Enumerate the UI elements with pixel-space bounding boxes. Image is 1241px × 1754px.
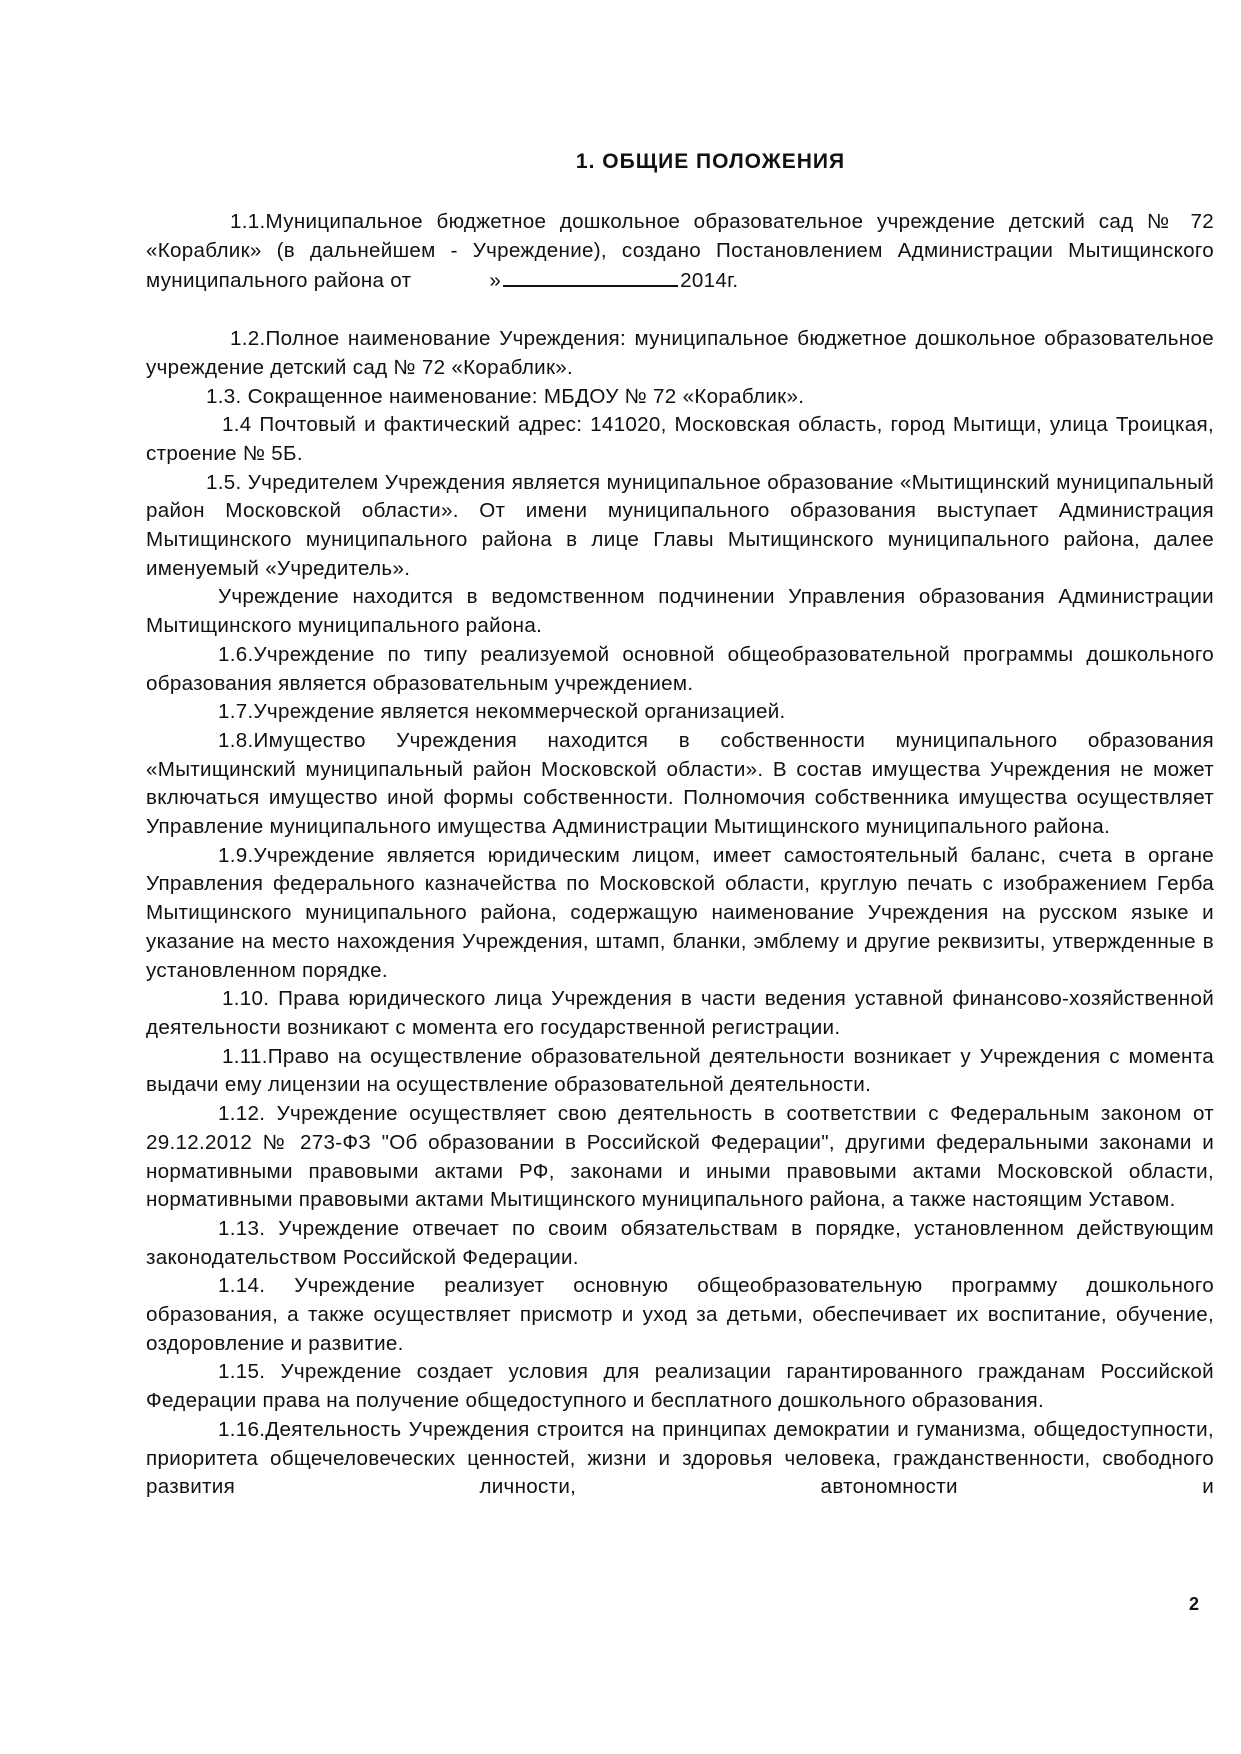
document-body	[146, 208, 1214, 1502]
paragraph-1-13: 1.13. Учреждение отвечает по своим обязательствам в порядке, установленном действующим законодательством Российской Федерации.	[146, 1216, 1214, 1269]
paragraph-1-7: 1.7.Учреждение является некоммерческой организацией.	[218, 700, 786, 724]
paragraph-1-8: 1.8.Имущество Учреждения находится в собственности муниципального образования «Мытищинский муниципальный район Московской области». В состав имущества Учреждения не может включаться имущество иной формы собственности. Полномочия собственника имущества осуществляет Управление муниципального имущества Администрации Мытищинского муниципального района.	[146, 728, 1214, 839]
paragraph-1-3: 1.3. Сокращенное наименование: МБДОУ № 72 «Кораблик».	[206, 384, 805, 408]
paragraph-1-1-quote: »	[489, 269, 502, 293]
paragraph-1-10: 1.10. Права юридического лица Учреждения в части ведения уставной финансово-хозяйственной деятельности возникают с момента его государственной регистрации.	[146, 987, 1214, 1039]
paragraph-1-5-b: Учреждение находится в ведомственном подчинении Управления образования Администрации Мытищинского муниципального района.	[146, 585, 1214, 638]
paragraph-1-1-year: 2014г.	[680, 269, 739, 293]
paragraph-1-11: 1.11.Право на осуществление образовательной деятельности возникает у Учреждения с момента выдачи ему лицензии на осуществление образовательной деятельности.	[146, 1044, 1214, 1097]
paragraph-1-6: 1.6.Учреждение по типу реализуемой основной общеобразовательной программы дошкольного образования является образовательным учреждением.	[146, 642, 1214, 695]
paragraph-1-16: 1.16.Деятельность Учреждения строится на принципах демократии и гуманизма, общедоступности, приоритета общечеловеческих ценностей, жизни и здоровья человека, гражданственности, свободного развития личности, автономности и	[146, 1417, 1214, 1499]
paragraph-1-2: 1.2.Полное наименование Учреждения: муниципальное бюджетное дошкольное образовательное учреждение детский сад № 72 «Кораблик».	[146, 327, 1214, 379]
date-blank-line	[503, 265, 678, 287]
paragraph-1-1	[146, 208, 1214, 296]
paragraph-1-5: 1.5. Учредителем Учреждения является муниципальное образование «Мытищинский муниципальный район Московской области». От имени муниципального образования выступает Администрация Мытищинского муниципального района в лице Главы Мытищинского муниципального района, далее именуемый «Учредитель».	[146, 470, 1214, 580]
section-heading: 1. ОБЩИЕ ПОЛОЖЕНИЯ	[575, 150, 846, 173]
page-number: 2	[1188, 1594, 1199, 1614]
paragraph-1-14: 1.14. Учреждение реализует основную общеобразовательную программу дошкольного образования, а также осуществляет присмотр и уход за детьми, обеспечивает их воспитание, обучение, оздоровление и развитие.	[146, 1274, 1214, 1355]
paragraph-1-1-text: 1.1.Муниципальное бюджетное дошкольное образовательное учреждение детский сад № 72 «Кораблик» (в дальнейшем - Учреждение), создано Постановлением Администрации Мытищинского муниципального района от	[146, 210, 1214, 293]
paragraph-1-15: 1.15. Учреждение создает условия для реализации гарантированного гражданам Российской Федерации права на получение общедоступного и бесплатного дошкольного образования.	[146, 1360, 1214, 1413]
paragraph-1-12: 1.12. Учреждение осуществляет свою деятельность в соответствии с Федеральным законом от 29.12.2012 № 273-ФЗ "Об образовании в Российской Федерации", другими федеральными законами и нормативными правовыми актами РФ, законами и иными правовыми актами Московской области, нормативными правовыми актами Мытищинского муниципального района, а также настоящим Уставом.	[146, 1102, 1214, 1212]
paragraph-1-4: 1.4 Почтовый и фактический адрес: 141020, Московская область, город Мытищи, улица Троицкая, строение № 5Б.	[146, 413, 1214, 465]
paragraph-1-9: 1.9.Учреждение является юридическим лицом, имеет самостоятельный баланс, счета в органе Управления федерального казначейства по Московской области, круглую печать с изображением Герба Мытищинского муниципального района, содержащую наименование Учреждения на русском языке и указание на место нахождения Учреждения, штамп, бланки, эмблему и другие реквизиты, утвержденные в установленном порядке.	[146, 843, 1214, 982]
